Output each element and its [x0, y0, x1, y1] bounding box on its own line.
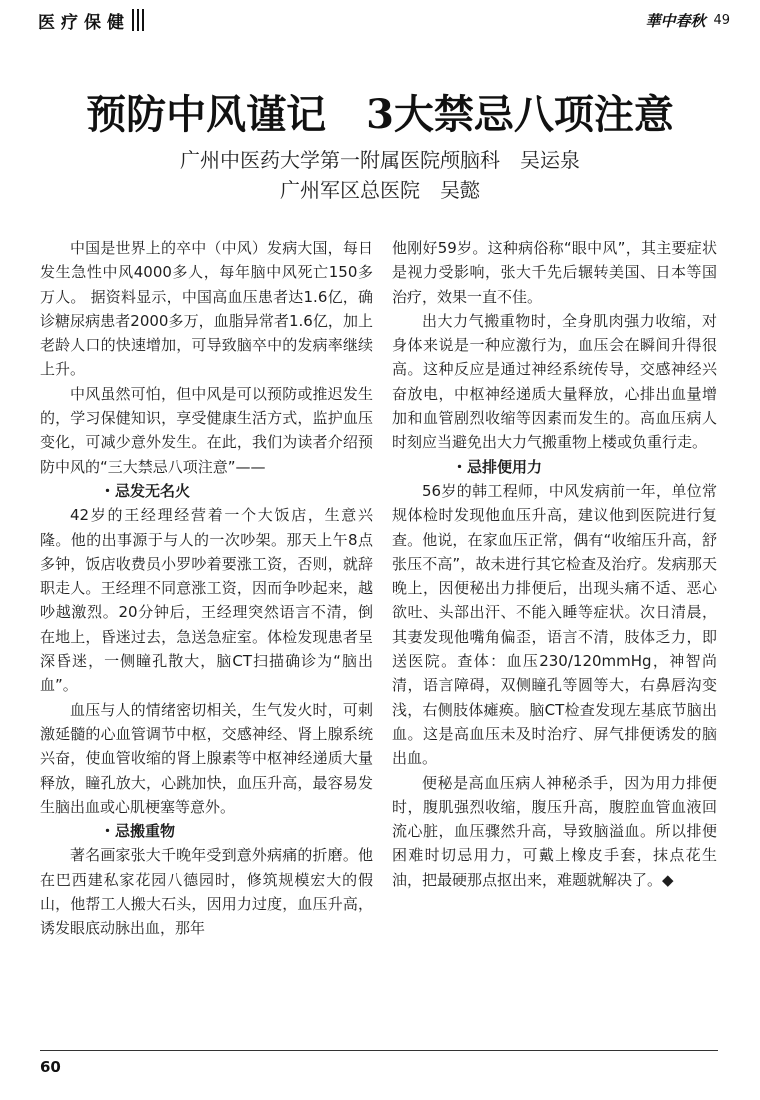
section-label: 医疗保健	[38, 12, 130, 33]
page-number: 60	[40, 1058, 61, 1076]
paragraph: 出大力气搬重物时，全身肌肉强力收缩，对身体来说是一种应激行为，血压会在瞬间升得很高。这种反应是通过神经系统传导，交感神经兴奋放电，中枢神经递质大量释放，心排出血量增加和血管剧烈收缩等因素而发生的。高血压病人时刻应当避免出大力气搬重物上楼或负重行走。	[392, 311, 717, 452]
article-title: 预防中风谨记 3大禁忌八项注意	[86, 91, 674, 138]
paragraph: 便秘是高血压病人神秘杀手，因为用力排便时，腹肌强烈收缩，腹压升高，腹腔血管血液回流心脏，血压骤然升高，导致脑溢血。所以排便困难时切忌用力，可戴上橡皮手套，抹点花生油，把最硬那点抠出来，难题就解决了。◆	[392, 773, 717, 889]
paragraph: 中国是世界上的卒中（中风）发病大国，每日发生急性中风4000多人，每年脑中风死亡150多万人。 据资料显示，中国高血压患者达1.6亿，确诊糖尿病患者2000多万，血脂异常者1.6亿，加上老龄人口的快速增加，可导致脑卒中的发病率继续上升。	[40, 239, 373, 379]
top-page-number: 49	[713, 12, 730, 28]
byline-author-1: 广州中医药大学第一附属医院颅脑科 吴运泉	[180, 148, 580, 172]
footer-divider	[40, 1050, 718, 1051]
byline-author-2: 广州军区总医院 吴懿	[280, 178, 480, 202]
paragraph: 血压与人的情绪密切相关，生气发火时，可刺激延髓的心血管调节中枢，交感神经、肾上腺系统兴奋，使血管收缩的肾上腺素等中枢神经递质大量释放，瞳孔放大，心跳加快，血压升高，最容易发生脑出血或心肌梗塞等意外。	[40, 700, 373, 816]
paragraph: 56岁的韩工程师，中风发病前一年，单位常规体检时发现他血压升高，建议他到医院进行复查。他说，在家血压正常，偶有“收缩压升高，舒张压不高”，故未进行其它检查及治疗。发病那天晚上，因便秘出力排便后，出现头痛不适、恶心欲吐、头部出汗、不能入睡等症状。次日清晨，其妻发现他嘴角偏歪，语言不清，肢体乏力，即送医院。查体：血压230/120mmHg，神智尚清，语言障碍，双侧瞳孔等圆等大，右鼻唇沟变浅，右侧肢体瘫痪。脑CT检查发现左基底节脑出血。这是高血压未及时治疗、屏气排便诱发的脑出血。	[392, 481, 717, 768]
article-right-column	[392, 236, 717, 892]
section-header	[38, 5, 144, 35]
subheading: ・忌排便用力	[452, 457, 543, 476]
paragraph: 中风虽然可怕，但中风是可以预防或推迟发生的，学习保健知识，享受健康生活方式，监护血压变化，可减少意外发生。在此，我们为读者介绍预防中风的“三大禁忌八项注意”——	[40, 384, 373, 476]
article-left-column	[40, 236, 373, 941]
paragraph: 他刚好59岁。这种病俗称“眼中风”，其主要症状是视力受影响，张大千先后辗转美国、日本等国治疗，效果一直不佳。	[392, 239, 717, 306]
section-bars-decoration	[132, 9, 144, 31]
paragraph: 著名画家张大千晚年受到意外病痛的折磨。他在巴西建私家花园八德园时，修筑规模宏大的假山，他帮工人搬大石头，因用力过度，血压升高，诱发眼底动脉出血，那年	[40, 846, 373, 938]
magazine-header	[645, 8, 730, 32]
magazine-name: 華中春秋	[645, 11, 706, 30]
subheading: ・忌发无名火	[100, 481, 191, 500]
paragraph: 42岁的王经理经营着一个大饭店，生意兴隆。他的出事源于与人的一次吵架。那天上午8点多钟，饭店收费员小罗吵着要涨工资，否则，就辞职走人。王经理不同意涨工资，因而争吵起来，越吵越激烈。20分钟后，王经理突然语言不清，倒在地上，昏迷过去，急送急症室。体检发现患者呈深昏迷，一侧瞳孔散大，脑CT扫描确诊为“脑出血”。	[40, 506, 373, 695]
subheading: ・忌搬重物	[100, 822, 176, 841]
